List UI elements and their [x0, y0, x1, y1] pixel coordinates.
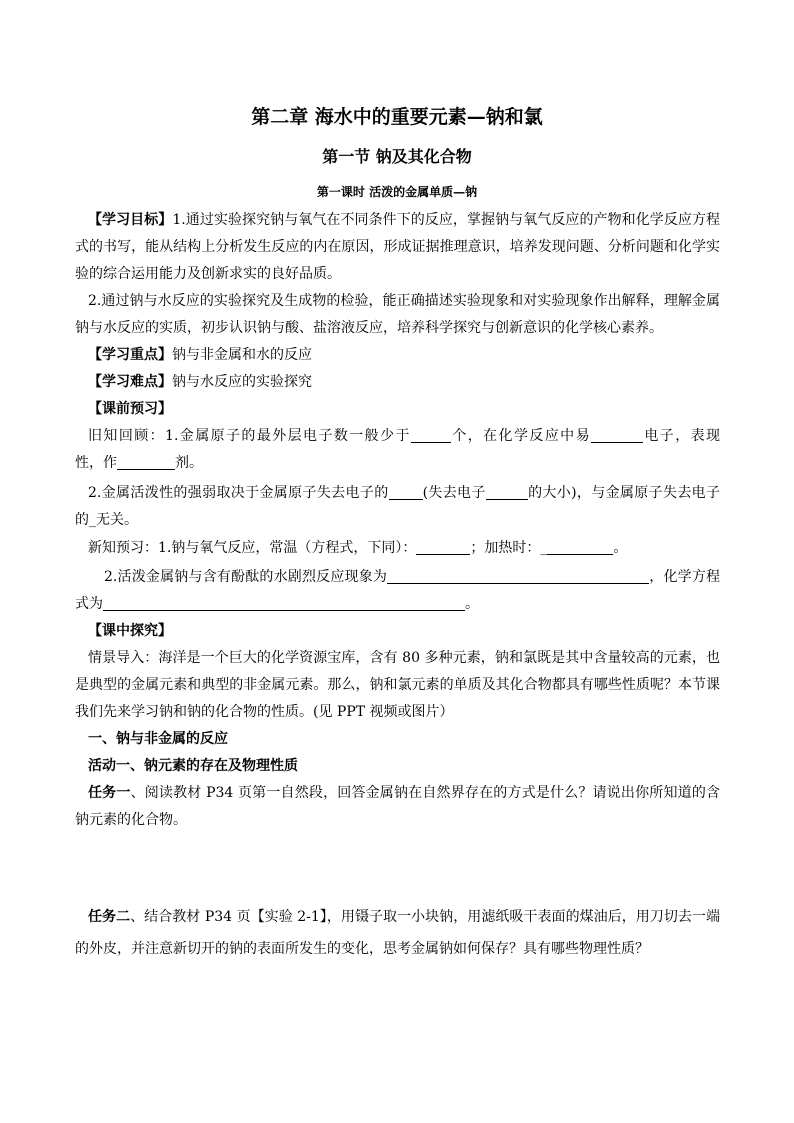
- goals-line-1: 【学习目标】1.通过实验探究钠与氧气在不同条件下的反应，掌握钠与氧气反应的产物和化学反应方程: [88, 212, 721, 228]
- heading-sodium-nonmetal: 一、钠与非金属的反应: [88, 731, 228, 747]
- task-2-line-2: 的外皮，并注意新切开的钠的表面所发生的变化，思考金属钠如何保存？具有哪些物理性质？: [75, 941, 649, 957]
- preview-phenomenon-line-2: 式为 。: [75, 596, 479, 612]
- activity-1-heading: 活动一、钠元素的存在及物理性质: [88, 758, 298, 774]
- blank-fill[interactable]: [387, 567, 649, 584]
- preview-old-line-2: 性，作 剂。: [75, 455, 203, 471]
- chapter-title: 第二章 海水中的重要元素—钠和氯: [251, 106, 543, 128]
- intro-line-3: 我们先来学习钠和钠的化合物的性质。(见 PPT 视频或图片）: [75, 704, 454, 720]
- task-1-line-2: 钠元素的化合物。: [75, 812, 187, 828]
- lesson-title: 第一课时 活泼的金属单质—钠: [316, 185, 478, 199]
- inclass-label: 【课中探究】: [88, 623, 172, 639]
- blank-fill[interactable]: [103, 594, 465, 611]
- blank-fill[interactable]: [416, 538, 470, 555]
- blank-fill[interactable]: [486, 483, 528, 500]
- intro-line-1: 情景导入：海洋是一个巨大的化学资源宝库，含有 80 多种元素，钠和氯既是其中含量较高的元素，也: [88, 650, 720, 666]
- key-point: [88, 343, 312, 367]
- goals-line-2: 式的书写，能从结构上分析发生反应的内在原因，形成证据推理意识，培养发现问题、分析问题和化学实: [75, 239, 720, 255]
- difficulty-text: 钠与水反应的实验探究: [172, 374, 312, 390]
- blank-fill[interactable]: [547, 538, 613, 555]
- blank-fill[interactable]: [411, 426, 451, 443]
- preview-label: 【课前预习】: [88, 401, 172, 417]
- difficulty: [88, 370, 312, 394]
- goals-line-4: 2.通过钠与水反应的实验探究及生成物的检验，能正确描述实验现象和对实验现象作出解释，理解金属: [88, 293, 720, 309]
- goals-line-5: 钠与水反应的实质，初步认识钠与酸、盐溶液反应，培养科学探究与创新意识的化学核心素养。: [75, 320, 663, 336]
- preview-activity-line-1: 2.金属活泼性的强弱取决于金属原子失去电子的 (失去电子 的大小)，与金属原子失去电子: [88, 485, 721, 501]
- blank-fill[interactable]: [117, 453, 175, 470]
- task-2-line-1: 任务二、结合教材 P34 页【实验 2-1】，用镊子取一小块钠，用滤纸吸干表面的煤油后，用刀切去一端: [88, 909, 721, 925]
- blank-fill[interactable]: [389, 483, 423, 500]
- difficulty-label: 【学习难点】: [88, 374, 172, 390]
- preview-old-line-1: 旧知回顾：1.金属原子的最外层电子数一般少于 个，在化学反应中易 电子，表现: [88, 428, 721, 444]
- blank-fill[interactable]: [591, 426, 643, 443]
- key-point-label: 【学习重点】: [88, 347, 172, 363]
- task-1-label: 任务一: [88, 785, 131, 801]
- section-title: 第一节 钠及其化合物: [322, 147, 472, 166]
- goals-label: 【学习目标】: [88, 212, 173, 228]
- task-1-line-1: 任务一、阅读教材 P34 页第一自然段，回答金属钠在自然界存在的方式是什么？请说出你所知道的含: [88, 785, 721, 801]
- intro-line-2: 是典型的金属元素和典型的非金属元素。那么，钠和氯元素的单质及其化合物都具有哪些性质呢？本节课: [75, 677, 720, 693]
- task-2-label: 任务二: [88, 909, 131, 925]
- key-point-text: 钠与非金属和水的反应: [172, 347, 312, 363]
- preview-activity-line-2: 的_无关。: [75, 512, 138, 528]
- preview-new-line-1: 新知预习：1.钠与氧气反应，常温（方程式，下同）： ；加热时：_ 。: [88, 540, 628, 556]
- goals-line-3: 验的综合运用能力及创新求实的良好品质。: [75, 266, 341, 282]
- preview-phenomenon-line-1: 2.活泼金属钠与含有酚酞的水剧烈反应现象为 ，化学方程: [104, 569, 721, 585]
